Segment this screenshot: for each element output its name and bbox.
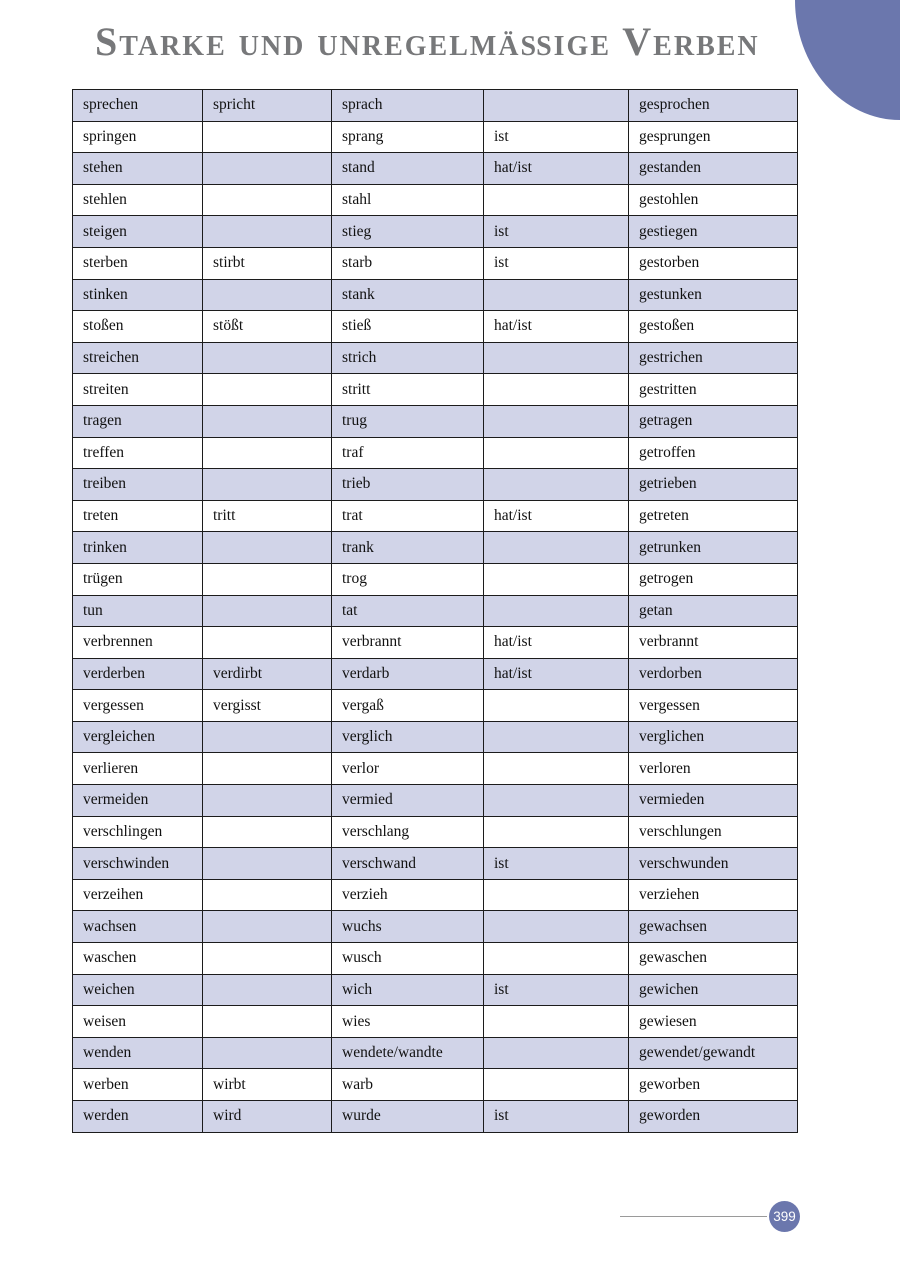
table-cell [203,469,332,501]
table-cell [484,184,629,216]
table-cell: vermieden [629,785,798,817]
table-cell [203,153,332,185]
table-cell: strich [332,342,484,374]
table-row [73,911,798,943]
table-row [73,532,798,564]
table-cell: verschwinden [73,848,203,880]
table-cell: getrieben [629,469,798,501]
table-cell: verzieh [332,879,484,911]
table-row [73,500,798,532]
table-row [73,311,798,343]
table-row [73,216,798,248]
table-cell: stehen [73,153,203,185]
table-cell: gestoßen [629,311,798,343]
table-row [73,943,798,975]
table-cell: trinken [73,532,203,564]
table-cell [203,563,332,595]
table-cell: wenden [73,1037,203,1069]
table-cell: verlieren [73,753,203,785]
table-cell: hat/ist [484,627,629,659]
table-row [73,279,798,311]
table-cell: stößt [203,311,332,343]
table-cell: streichen [73,342,203,374]
table-cell: sterben [73,247,203,279]
table-cell: streiten [73,374,203,406]
table-cell [484,753,629,785]
table-cell: gestritten [629,374,798,406]
table-cell [203,879,332,911]
table-cell: gewaschen [629,943,798,975]
table-cell: gewiesen [629,1006,798,1038]
table-row [73,627,798,659]
table-cell: vermied [332,785,484,817]
table-row [73,374,798,406]
table-cell: sprechen [73,90,203,122]
table-cell: sprang [332,121,484,153]
table-cell: gesprochen [629,90,798,122]
table-cell [203,121,332,153]
table-row [73,721,798,753]
table-cell [484,943,629,975]
table-cell: weisen [73,1006,203,1038]
table-row [73,658,798,690]
table-cell [484,879,629,911]
table-cell: vergisst [203,690,332,722]
table-cell [203,816,332,848]
table-cell: trieb [332,469,484,501]
table-cell: trank [332,532,484,564]
table-cell: wird [203,1101,332,1133]
table-cell: steigen [73,216,203,248]
table-cell [484,721,629,753]
table-cell: ist [484,1101,629,1133]
table-cell: getrogen [629,563,798,595]
table-cell: stritt [332,374,484,406]
table-cell [203,279,332,311]
table-cell: starb [332,247,484,279]
table-cell [484,911,629,943]
page-number-badge [769,1201,800,1232]
table-row [73,879,798,911]
table-cell: wuchs [332,911,484,943]
table-cell: gesprungen [629,121,798,153]
table-cell [484,563,629,595]
table-cell: werben [73,1069,203,1101]
table-cell [484,1069,629,1101]
table-cell [203,1006,332,1038]
table-cell [484,1037,629,1069]
table-row [73,690,798,722]
table-cell: hat/ist [484,658,629,690]
table-cell: trügen [73,563,203,595]
table-cell: geworden [629,1101,798,1133]
table-cell [203,374,332,406]
table-cell: verschlingen [73,816,203,848]
table-cell: trog [332,563,484,595]
table-cell: gewendet/gewandt [629,1037,798,1069]
table-cell: tat [332,595,484,627]
verb-table [72,89,798,1133]
table-cell: ist [484,974,629,1006]
table-row [73,121,798,153]
table-cell: traf [332,437,484,469]
table-cell [484,785,629,817]
table-cell [484,90,629,122]
table-cell: getragen [629,405,798,437]
table-row [73,90,798,122]
table-cell: verdorben [629,658,798,690]
table-row [73,247,798,279]
table-cell [484,405,629,437]
table-cell [484,690,629,722]
table-cell: getan [629,595,798,627]
table-cell: verbrannt [629,627,798,659]
table-cell: vergleichen [73,721,203,753]
table-cell: verlor [332,753,484,785]
table-cell: wusch [332,943,484,975]
table-cell: verglichen [629,721,798,753]
table-cell: ist [484,247,629,279]
table-cell [484,816,629,848]
table-cell: gewichen [629,974,798,1006]
table-cell: stoßen [73,311,203,343]
table-cell: wurde [332,1101,484,1133]
table-cell [203,1037,332,1069]
table-cell: gewachsen [629,911,798,943]
table-cell: verziehen [629,879,798,911]
table-cell [203,943,332,975]
table-cell: ist [484,121,629,153]
table-row [73,469,798,501]
table-row [73,974,798,1006]
table-row [73,1037,798,1069]
table-row [73,153,798,185]
table-cell: treffen [73,437,203,469]
table-cell [203,216,332,248]
table-cell: stand [332,153,484,185]
table-cell: gestiegen [629,216,798,248]
table-cell: verschwand [332,848,484,880]
table-cell: gestorben [629,247,798,279]
table-cell: verglich [332,721,484,753]
table-cell: verschlang [332,816,484,848]
table-cell: verderben [73,658,203,690]
table-cell: warb [332,1069,484,1101]
table-cell [203,721,332,753]
table-row [73,1006,798,1038]
table-cell: gestohlen [629,184,798,216]
table-cell [484,342,629,374]
table-cell: gestanden [629,153,798,185]
table-cell: hat/ist [484,311,629,343]
verb-table-body [73,90,798,1133]
table-cell: sprach [332,90,484,122]
table-cell: getroffen [629,437,798,469]
table-cell [484,437,629,469]
table-cell: treiben [73,469,203,501]
table-cell: trug [332,405,484,437]
table-cell: verbrannt [332,627,484,659]
table-cell: waschen [73,943,203,975]
table-cell: tragen [73,405,203,437]
table-cell: wachsen [73,911,203,943]
table-cell: wirbt [203,1069,332,1101]
table-cell: wendete/wandte [332,1037,484,1069]
table-cell: geworben [629,1069,798,1101]
table-cell: vermeiden [73,785,203,817]
table-cell: weichen [73,974,203,1006]
table-cell [203,532,332,564]
table-cell [484,469,629,501]
table-cell: verloren [629,753,798,785]
table-row [73,1101,798,1133]
table-cell: hat/ist [484,153,629,185]
table-row [73,848,798,880]
table-cell: trat [332,500,484,532]
table-row [73,753,798,785]
table-row [73,785,798,817]
table-cell: verzeihen [73,879,203,911]
table-cell: vergaß [332,690,484,722]
page-title: Starke und unregelmäßige Verben [95,19,760,64]
table-cell: vergessen [629,690,798,722]
table-cell: ist [484,216,629,248]
table-cell: stieg [332,216,484,248]
table-cell [484,374,629,406]
table-cell [484,279,629,311]
table-cell [203,437,332,469]
table-cell: gestunken [629,279,798,311]
table-row [73,1069,798,1101]
table-cell: verdirbt [203,658,332,690]
table-cell: stirbt [203,247,332,279]
table-cell: tritt [203,500,332,532]
table-row [73,437,798,469]
table-cell: werden [73,1101,203,1133]
table-cell [484,1006,629,1038]
table-cell: vergessen [73,690,203,722]
table-row [73,816,798,848]
table-cell [203,974,332,1006]
table-cell: wies [332,1006,484,1038]
table-cell [203,595,332,627]
table-cell: stahl [332,184,484,216]
table-cell: verdarb [332,658,484,690]
table-cell: hat/ist [484,500,629,532]
table-cell [203,184,332,216]
table-cell: stehlen [73,184,203,216]
table-row [73,184,798,216]
table-row [73,405,798,437]
table-row [73,595,798,627]
table-row [73,342,798,374]
table-cell: spricht [203,90,332,122]
table-cell [203,911,332,943]
table-cell: treten [73,500,203,532]
table-cell [203,342,332,374]
table-cell: verschwunden [629,848,798,880]
page-number: 399 [773,1209,796,1224]
table-cell: verschlungen [629,816,798,848]
table-cell: stank [332,279,484,311]
table-cell [203,753,332,785]
table-cell: stinken [73,279,203,311]
table-cell [484,595,629,627]
table-cell [484,532,629,564]
table-cell [203,848,332,880]
table-cell [203,785,332,817]
table-cell: verbrennen [73,627,203,659]
table-cell: getreten [629,500,798,532]
table-cell: tun [73,595,203,627]
table-cell [203,627,332,659]
table-cell: gestrichen [629,342,798,374]
table-cell: wich [332,974,484,1006]
table-cell: springen [73,121,203,153]
table-cell: stieß [332,311,484,343]
table-cell: getrunken [629,532,798,564]
table-cell: ist [484,848,629,880]
footer-rule [620,1216,767,1217]
table-row [73,563,798,595]
table-cell [203,405,332,437]
